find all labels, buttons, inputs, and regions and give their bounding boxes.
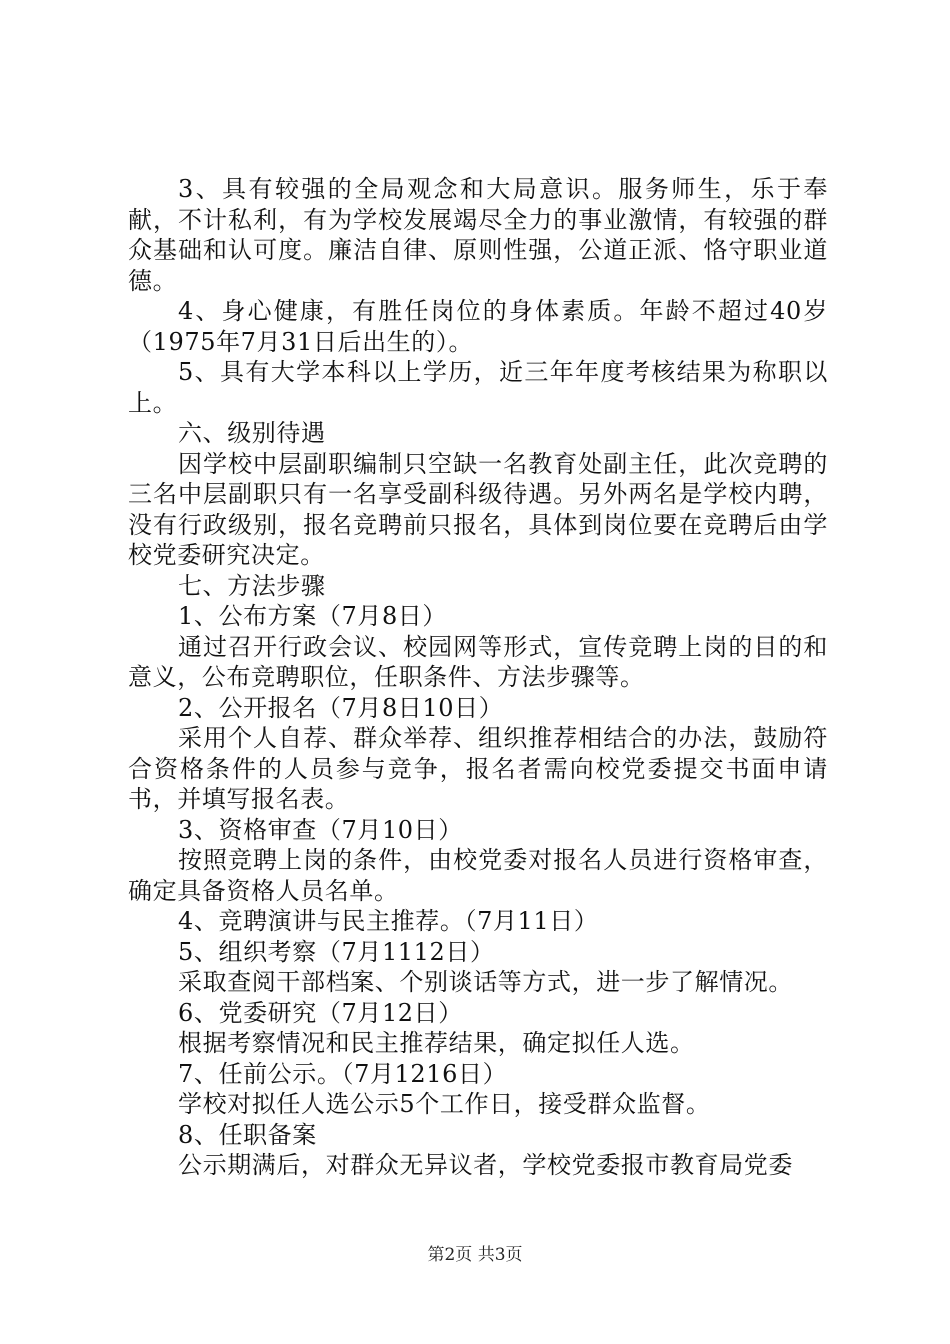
step-text-7: 学校对拟任人选公示5个工作日，接受群众监督。 bbox=[178, 1090, 711, 1118]
section-heading-6: 六、级别待遇 bbox=[178, 419, 326, 447]
paragraph-requirement-5: 5、具有大学本科以上学历，近三年年度考核结果为称职以上。 bbox=[128, 358, 828, 417]
step-text-2: 采用个人自荐、群众举荐、组织推荐相结合的办法，鼓励符合资格条件的人员参与竞争，报名者需向校党委提交书面申请书，并填写报名表。 bbox=[128, 724, 828, 813]
paragraph-rank-benefits: 因学校中层副职编制只空缺一名教育处副主任，此次竞聘的三名中层副职只有一名享受副科级待遇。另外两名是学校内聘，没有行政级别，报名竞聘前只报名，具体到岗位要在竞聘后由学校党委研究决定。 bbox=[128, 449, 828, 569]
step-text-6: 根据考察情况和民主推荐结果，确定拟任人选。 bbox=[178, 1029, 695, 1057]
page-number-footer: 第2页 共3页 bbox=[427, 1245, 523, 1265]
step-heading-6: 6、党委研究（7月12日） bbox=[178, 998, 463, 1027]
step-heading-2: 2、公开报名（7月8日10日） bbox=[178, 693, 504, 722]
paragraph-requirement-3: 3、具有较强的全局观念和大局意识。服务师生，乐于奉献，不计私利，有为学校发展竭尽全力的事业激情，有较强的群众基础和认可度。廉洁自律、原则性强，公道正派、恪守职业道德。 bbox=[128, 175, 828, 295]
step-text-1: 通过召开行政会议、校园网等形式，宣传竞聘上岗的目的和意义，公布竞聘职位，任职条件、方法步骤等。 bbox=[128, 632, 828, 691]
step-text-5: 采取查阅干部档案、个别谈话等方式，进一步了解情况。 bbox=[178, 968, 793, 996]
step-text-3: 按照竞聘上岗的条件，由校党委对报名人员进行资格审查，确定具备资格人员名单。 bbox=[128, 846, 828, 905]
step-heading-5: 5、组织考察（7月1112日） bbox=[178, 937, 495, 966]
step-heading-7: 7、任前公示。（7月1216日） bbox=[178, 1059, 508, 1088]
step-heading-4: 4、竞聘演讲与民主推荐。（7月11日） bbox=[178, 907, 599, 935]
step-text-8: 公示期满后，对群众无异议者，学校党委报市教育局党委 bbox=[178, 1151, 793, 1179]
paragraph-requirement-4: 4、身心健康，有胜任岗位的身体素质。年龄不超过40岁（1975年7月31日后出生的）。 bbox=[128, 297, 828, 356]
step-heading-8: 8、任职备案 bbox=[178, 1120, 317, 1149]
section-heading-7: 七、方法步骤 bbox=[178, 571, 326, 600]
step-heading-3: 3、资格审查（7月10日） bbox=[178, 815, 463, 844]
document-body bbox=[128, 174, 828, 1181]
step-heading-1: 1、公布方案（7月8日） bbox=[178, 602, 448, 630]
